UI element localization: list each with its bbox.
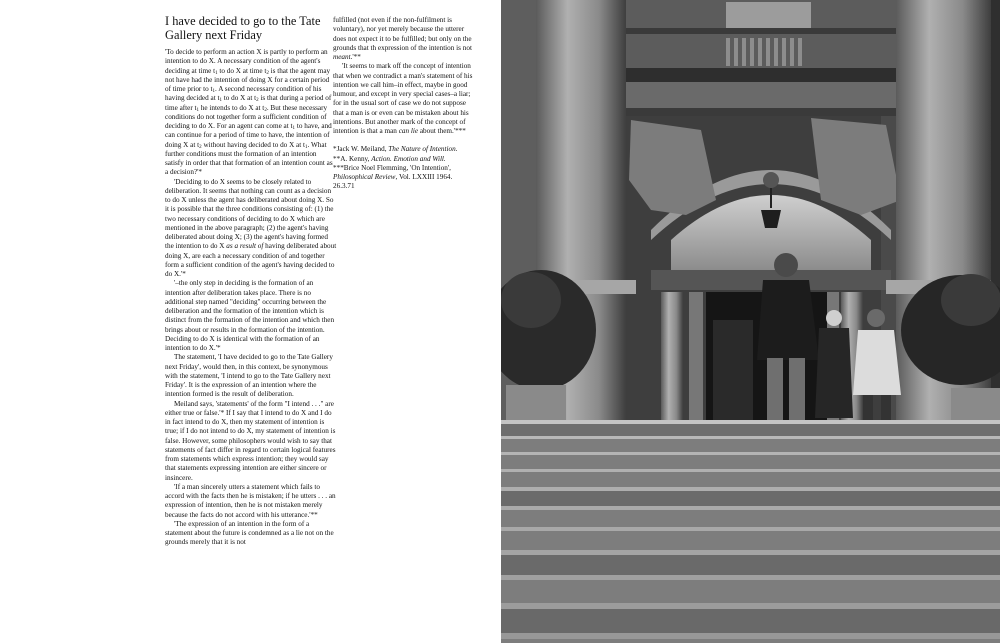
footnote-2: **A. Kenny, Action. Emotion and Will. [333,154,446,163]
paragraph-4: The statement, 'I have decided to go to the Tate Gallery next Friday', would then, in this context, be synonymous with the statement, 'I intend to go to the Tate Gallery next Friday'. It is the expression of an intention where the intention formed is the result of deliberation. [165,353,333,399]
paragraph-2: 'Deciding to do X seems to be closely related to deliberation. It seems that nothing can count as a decision to do X unless the agent has deliberated about doing X. So it is possible that the three conditions consisting of: (1) the two necessary conditions of deciding to do X which are mentioned in the above paragraph; (2) the agent's having deliberated about doing X; (3) the agent's having formed the intention to do X as a result of having deliberated about doing X, are each a necessary condition of and together form a sufficient condition of the agent's having decided to do X.'* [165,177,337,278]
steps-and-portico-photo [501,0,1000,643]
text-column-left [165,48,337,548]
paragraph-9: 'It seems to mark off the concept of intention that when we contradict a man's statement of his intention we call him–in effect, maybe in good humour, and except in very special cases–a liar; for in the usual sort of case we do not suppose that a man is or even can be mistaken about his intentions. But another mark of the concept of intention is that a man can lie about them.'*** [333,62,473,135]
paragraph-5: Meiland says, 'statements' of the form "I intend . . ." are either true or false.'* If I say that I intend to do X and I do in fact intend to do X, then my statement of intention is true; if I do not intend to do X, my statement of intention is false. However, some philosophers would wish to say that statements of fact differ in regard to certain logical features from statements which express intention; they would say that statements expressing intention are either sincere or insincere. [165,399,336,482]
date-stamp: 26.3.71 [333,182,355,191]
footnotes [333,145,474,182]
footnote-3: ***Brice Noel Flemming, 'On Intention', Philosophical Review, Vol. LXXIII 1964. [333,163,453,181]
paragraph-8: fulfilled (not even if the non-fulfilment is voluntary), nor yet merely because the utterer does not expect it to be fulfilled; but only on the grounds that th expression of the intention is not meant.'** [333,16,472,61]
paragraph-3: '–the only step in deciding is the formation of an intention after deliberation takes place. There is no additional step named "deciding" occurring between the deliberation and the formation of the intention which is distinct from the formation of the intention and which then brings about or results in the formation of the intention. Deciding to do X is identical with the formation of an intention to do X.'* [165,279,335,352]
paragraph-1: 'To decide to perform an action X is partly to perform an intention to do X. A necessary condition of the agent's deciding at time $t_1$ to do X at time $t_2$ is that the agent may not have had the intention of doing X for a certain period of time prior to $t_1$. A second necessary condition of his having decided at $t_1$ to do X at $t_2$ is that during a period of time after $t_1$ he intends to do X at $t_2$. But these necessary conditions do not together form a sufficient condition of deciding to do X. For an agent can come at $t_1$ to have, and can continue for a period of time to have, the intention of doing X at $t_2$ without having decided to do X at $t_1$. What further conditions must the formation of an intention satisfy in order that that formation of an intention count as a decision?'* [165,48,333,177]
sculpture-right [811,118,901,215]
stone-steps [501,420,1000,643]
top-window [726,2,811,28]
inner-column-left [661,292,683,422]
paragraph-7: 'The expression of an intention in the form of a statement about the future is condemned as a lie not on the grounds merely that it is not [165,519,334,547]
footnote-1: *Jack W. Meiland, The Nature of Intention. [333,145,458,154]
paragraph-6: 'If a man sincerely utters a statement which fails to accord with the facts then he is mistaken; if he utters . . . an expression of intention, then he is not mistaken merely because the facts do not accord with his utterance.'** [165,482,336,519]
photo-illustration [501,0,1000,643]
text-column-right [333,16,474,192]
article-title: I have decided to go to the Tate Gallery next Friday [165,14,321,42]
